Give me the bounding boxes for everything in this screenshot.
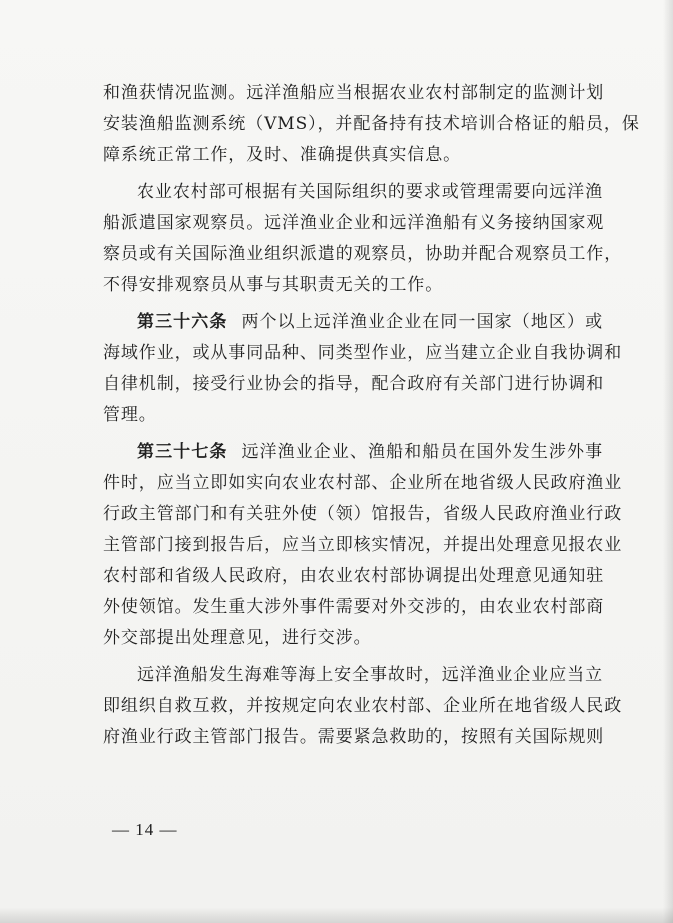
text-line: 即组织自救互救，并按规定向农业农村部、企业所在地省级人民政 xyxy=(103,696,623,716)
text-line xyxy=(103,437,603,468)
text-line: 主管部门接到报告后，应当立即核实情况，并提出处理意见报农业 xyxy=(103,535,623,555)
text-line xyxy=(103,307,603,338)
text-line: 自律机制，接受行业协会的指导，配合政府有关部门进行协调和 xyxy=(103,374,605,394)
text-line: 和渔获情况监测。远洋渔船应当根据农业农村部制定的监测计划 xyxy=(103,83,605,103)
article-number: 第三十六条 xyxy=(137,312,228,332)
text-line: 管理。 xyxy=(103,405,157,425)
text-line: 行政主管部门和有关驻外使（领）馆报告，省级人民政府渔业行政 xyxy=(103,504,623,524)
article-number: 第三十七条 xyxy=(137,442,228,462)
text-line: 远洋渔船发生海难等海上安全事故时，远洋渔业企业应当立 xyxy=(137,665,603,685)
text-line: 件时，应当立即如实向农业农村部、企业所在地省级人民政府渔业 xyxy=(103,473,623,493)
article-37 xyxy=(103,437,623,654)
article-text: 远洋渔业企业、渔船和船员在国外发生涉外事 xyxy=(241,442,603,462)
text-line: 船派遣国家观察员。远洋渔业企业和远洋渔船有义务接纳国家观 xyxy=(103,213,605,233)
text-line: 障系统正常工作，及时、准确提供真实信息。 xyxy=(103,145,461,165)
article-36 xyxy=(103,307,623,431)
text-line: 府渔业行政主管部门报告。需要紧急救助的，按照有关国际规则 xyxy=(103,727,605,747)
text-line: 外使领馆。发生重大涉外事件需要对外交涉的，由农业农村部商 xyxy=(103,597,605,617)
paragraph-observers xyxy=(103,177,623,301)
text-line: 农业农村部可根据有关国际组织的要求或管理需要向远洋渔 xyxy=(137,182,603,202)
text-line: 察员或有关国际渔业组织派遣的观察员，协助并配合观察员工作， xyxy=(103,244,623,264)
page-edge-shadow-bottom xyxy=(0,907,673,923)
page-number: — 14 — xyxy=(112,820,178,839)
text-line: 外交部提出处理意见，进行交涉。 xyxy=(103,628,372,648)
page-edge-shadow-right xyxy=(663,0,673,923)
text-line: 不得安排观察员从事与其职责无关的工作。 xyxy=(103,275,444,295)
article-text: 两个以上远洋渔业企业在同一国家（地区）或 xyxy=(241,312,603,332)
text-line: 海域作业，或从事同品种、同类型作业，应当建立企业自我协调和 xyxy=(103,343,623,363)
document-body xyxy=(103,78,640,753)
text-line: 农村部和省级人民政府，由农业农村部协调提出处理意见通知驻 xyxy=(103,566,605,586)
paragraph-monitoring-continuation xyxy=(103,78,640,171)
text-line: 安装渔船监测系统（VMS），并配备持有技术培训合格证的船员，保 xyxy=(103,114,640,134)
paragraph-maritime-accidents xyxy=(103,660,623,753)
